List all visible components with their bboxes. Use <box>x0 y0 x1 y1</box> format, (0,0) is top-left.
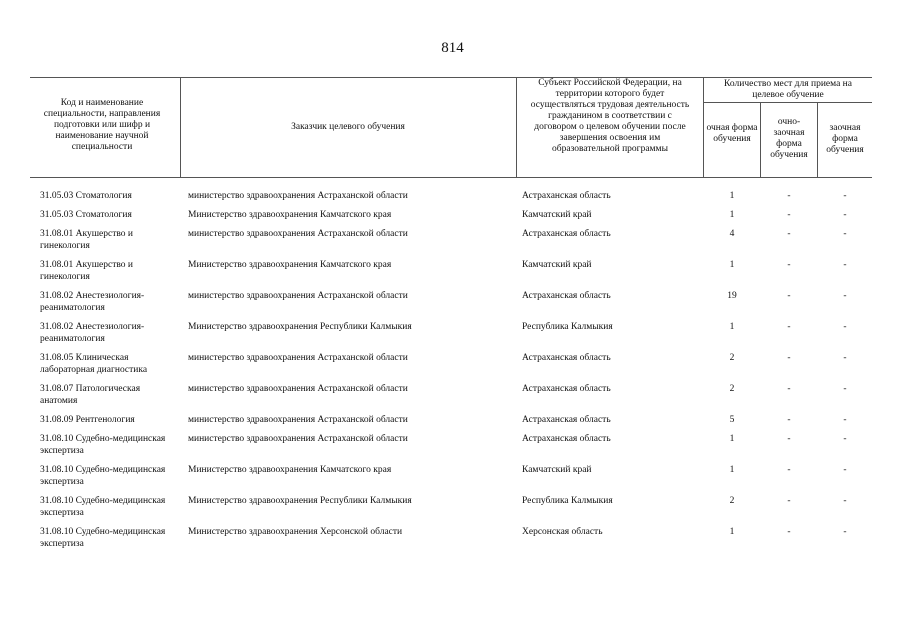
cell-code: 31.05.03 Стоматология <box>40 210 132 220</box>
cell-correspondence: - <box>843 527 847 537</box>
cell-customer: министерство здравоохранения Астраханской области <box>188 415 408 425</box>
cell-code: 31.08.10 Судебно-медицинская экспертиза <box>40 434 166 456</box>
cell-code: 31.08.09 Рентгенология <box>40 415 135 425</box>
cell-region: Астраханская область <box>522 191 611 201</box>
column-divider <box>817 102 818 177</box>
cell-mixed: - <box>787 260 791 270</box>
cell-region: Астраханская область <box>522 291 611 301</box>
cell-customer: министерство здравоохранения Астраханской области <box>188 353 408 363</box>
cell-mixed: - <box>787 496 791 506</box>
cell-correspondence: - <box>843 322 847 332</box>
cell-fulltime: 5 <box>729 415 735 425</box>
cell-correspondence: - <box>843 496 847 506</box>
cell-correspondence: - <box>843 384 847 394</box>
column-divider <box>180 77 181 177</box>
cell-code: 31.08.10 Судебно-медицинская экспертиза <box>40 465 166 487</box>
cell-mixed: - <box>787 353 791 363</box>
header-correspondence: заочная форма обучения <box>826 123 864 155</box>
cell-code: 31.08.02 Анестезиология-реаниматология <box>40 322 145 344</box>
cell-customer: министерство здравоохранения Астраханской области <box>188 229 408 239</box>
cell-code: 31.08.05 Клиническая лабораторная диагностика <box>40 353 148 375</box>
column-divider <box>703 77 704 177</box>
cell-correspondence: - <box>843 191 847 201</box>
cell-code: 31.08.07 Патологическая анатомия <box>40 384 141 406</box>
cell-fulltime: 2 <box>729 496 735 506</box>
cell-correspondence: - <box>843 353 847 363</box>
cell-region: Астраханская область <box>522 434 611 444</box>
cell-customer: Министерство здравоохранения Республики Калмыкия <box>188 322 412 332</box>
cell-mixed: - <box>787 465 791 475</box>
cell-fulltime: 1 <box>729 465 735 475</box>
cell-region: Астраханская область <box>522 229 611 239</box>
header-code: Код и наименование специальности, направления подготовки или шифр и наименование научной специальности <box>43 98 161 152</box>
cell-customer: Министерство здравоохранения Херсонской области <box>188 527 403 537</box>
cell-correspondence: - <box>843 434 847 444</box>
cell-mixed: - <box>787 191 791 201</box>
header-bottom-border <box>30 177 872 178</box>
header-subject: Субъект Российской Федерации, на территории которого будет осуществляться трудовая деятельность гражданином в соответствии с договором о целевом обучении после завершения освоения им образовательной программы <box>530 78 690 154</box>
cell-region: Астраханская область <box>522 353 611 363</box>
cell-fulltime: 4 <box>729 229 735 239</box>
cell-customer: министерство здравоохранения Астраханской области <box>188 384 408 394</box>
cell-fulltime: 19 <box>727 291 737 301</box>
cell-correspondence: - <box>843 465 847 475</box>
cell-code: 31.08.01 Акушерство и гинекология <box>40 260 133 282</box>
cell-correspondence: - <box>843 415 847 425</box>
cell-customer: Министерство здравоохранения Республики Калмыкия <box>188 496 412 506</box>
cell-correspondence: - <box>843 210 847 220</box>
cell-region: Республика Калмыкия <box>522 496 613 506</box>
cell-fulltime: 2 <box>729 384 735 394</box>
cell-customer: министерство здравоохранения Астраханской области <box>188 434 408 444</box>
header-top-border <box>30 77 872 78</box>
cell-region: Астраханская область <box>522 415 611 425</box>
cell-region: Камчатский край <box>522 465 592 475</box>
header-fulltime: очная форма обучения <box>706 123 758 144</box>
cell-code: 31.05.03 Стоматология <box>40 191 132 201</box>
cell-region: Республика Калмыкия <box>522 322 613 332</box>
cell-code: 31.08.10 Судебно-медицинская экспертиза <box>40 527 166 549</box>
cell-correspondence: - <box>843 229 847 239</box>
column-divider <box>760 102 761 177</box>
cell-region: Херсонская область <box>522 527 603 537</box>
cell-correspondence: - <box>843 260 847 270</box>
cell-fulltime: 2 <box>729 353 735 363</box>
cell-fulltime: 1 <box>729 434 735 444</box>
column-divider <box>516 77 517 177</box>
cell-customer: Министерство здравоохранения Камчатского края <box>188 260 392 270</box>
header-customer: Заказчик целевого обучения <box>291 122 405 132</box>
cell-mixed: - <box>787 415 791 425</box>
cell-region: Камчатский край <box>522 260 592 270</box>
cell-code: 31.08.10 Судебно-медицинская экспертиза <box>40 496 166 518</box>
cell-code: 31.08.02 Анестезиология-реаниматология <box>40 291 145 313</box>
page-number: 814 <box>441 40 464 56</box>
cell-mixed: - <box>787 229 791 239</box>
cell-customer: Министерство здравоохранения Камчатского края <box>188 465 392 475</box>
header-places: Количество мест для приема на целевое обучение <box>724 79 852 100</box>
cell-mixed: - <box>787 384 791 394</box>
cell-fulltime: 1 <box>729 260 735 270</box>
places-subheader-border <box>703 102 872 103</box>
cell-region: Астраханская область <box>522 384 611 394</box>
cell-mixed: - <box>787 434 791 444</box>
cell-mixed: - <box>787 527 791 537</box>
cell-customer: министерство здравоохранения Астраханской области <box>188 191 408 201</box>
cell-mixed: - <box>787 210 791 220</box>
cell-region: Камчатский край <box>522 210 592 220</box>
cell-fulltime: 1 <box>729 210 735 220</box>
cell-customer: Министерство здравоохранения Камчатского края <box>188 210 392 220</box>
cell-code: 31.08.01 Акушерство и гинекология <box>40 229 133 251</box>
header-mixed: очно-заочная форма обучения <box>770 117 808 160</box>
cell-fulltime: 1 <box>729 191 735 201</box>
cell-mixed: - <box>787 322 791 332</box>
cell-correspondence: - <box>843 291 847 301</box>
cell-customer: министерство здравоохранения Астраханской области <box>188 291 408 301</box>
cell-fulltime: 1 <box>729 527 735 537</box>
cell-fulltime: 1 <box>729 322 735 332</box>
cell-mixed: - <box>787 291 791 301</box>
